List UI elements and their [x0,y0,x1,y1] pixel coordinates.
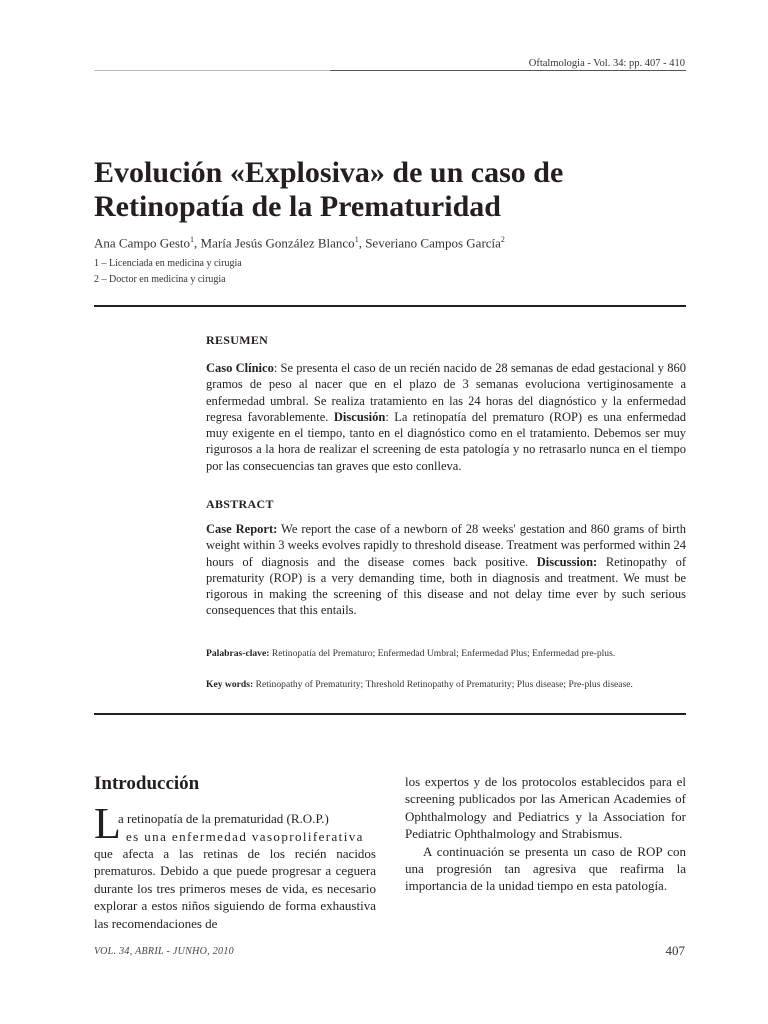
key-words [206,679,686,690]
palabras-clave-text: Retinopatía del Prematuro; Enfermedad Umbral; Enfermedad Plus; Enfermedad pre-plus. [269,648,616,659]
section-divider-top [94,305,686,307]
header-rule-light [94,70,330,71]
article-title [94,156,694,224]
author-name: Ana Campo Gesto [94,235,191,251]
abstract-heading: ABSTRACT [206,497,274,511]
resumen-heading: RESUMEN [206,333,269,347]
caso-clinico-text: : Se presenta el caso de un recién nacido de 28 semanas de edad gestacional y 860 gramos de peso al nacer que en el plazo de 3 semanas evoluciona vertiginosamente a enfermedad umbral. Se realiza tratamiento en las 24 horas del diagnóstico y la enfermedad regresa favorablemente. [206,361,687,424]
intro-right-column [405,773,686,895]
author-affiliation-mark: 1 [354,235,359,244]
introduccion-heading: Introducción [94,773,200,794]
discusion-label: Discusión [333,409,386,424]
abstract-body [206,521,686,619]
intro-left-line-1: a retinopatía de la prematuridad (R.O.P.) [118,811,329,826]
discussion-label: Discussion: [536,554,598,569]
affiliation-1: 1 – Licenciada en medicina y cirugia [94,258,242,269]
case-report-text: We report the case of a newborn of 28 weeks' gestation and 860 grams of birth weight within 3 weeks evolves rapidly to threshold disease. Treatment was performed within 24 hours of diagnosis and the disease comes back positive. [206,522,687,569]
page-number: 407 [665,943,685,958]
affiliation-2: 2 – Doctor en medicina y cirugia [94,274,226,285]
title-line-1: Evolución «Explosiva» de un caso de [94,156,564,189]
resumen-body [206,360,686,474]
case-report-label: Case Report: [206,522,278,536]
title-line-2: Retinopatía de la Prematuridad [94,190,501,223]
discussion-text: Retinopathy of prematurity (ROP) is a very demanding time, both in diagnosis and treatment. We must be rigorous in making the screening of this disease and not delay time ever by such serious consequences that this entails. [206,554,686,618]
author-name: Severiano Campos García [365,235,501,251]
author-list: Ana Campo Gesto$^1$, María Jesús González Blanco$^1$, Severiano Campos García$^2$ [94,235,505,251]
intro-left-paragraph: que afecta a las retinas de los recién nacidos prematuros. Debido a que puede progresar a ceguera durante los tres primeros meses de vida, es necesario explorar a estos niños siguiendo de forma exhaustiva las recomendaciones de [94,846,376,931]
caso-clinico-label: Caso Clínico [206,361,274,375]
intro-left-line-2: es una enfermedad vasoproliferativa [126,828,364,844]
author-affiliation-mark: 2 [500,235,505,244]
intro-right-paragraph-2: A continuación se presenta un caso de ROP con una progresión tan agresiva que reafirma la importancia de la unidad tiempo en esta patología. [405,843,686,894]
issue-footer: VOL. 34, ABRIL - JUNHO, 2010 [94,946,234,957]
drop-cap: L [94,799,121,848]
author-affiliation-mark: 1 [190,235,195,244]
intro-right-paragraph-1: los expertos y de los protocolos establecidos para el screening publicados por las American Academies of Ophthalmology and Pediatrics y la Association for Pediatric Ophthalmology and Strabismus. [405,774,686,842]
journal-reference: Oftalmologia - Vol. 34: pp. 407 - 410 [528,58,685,69]
key-words-label: Key words: [206,679,254,690]
section-divider-bottom [94,713,686,715]
key-words-text: Retinopathy of Prematurity; Threshold Retinopathy of Prematurity; Plus disease; Pre-plus disease. [253,679,633,690]
discusion-text: : La retinopatía del prematuro (ROP) es una enfermedad muy exigente en el tiempo, tanto en el diagnóstico como en el tratamiento. Debemos ser muy rigurosos a la hora de realizar el screening de esta patología y no retrasarlo nunca en el tiempo por las consecuencias tan graves que esto conlleva. [206,409,686,473]
author-name: María Jesús González Blanco [200,235,355,251]
header-rule-dark [330,70,686,71]
palabras-clave-label: Palabras-clave: [206,648,270,659]
palabras-clave [206,648,686,659]
